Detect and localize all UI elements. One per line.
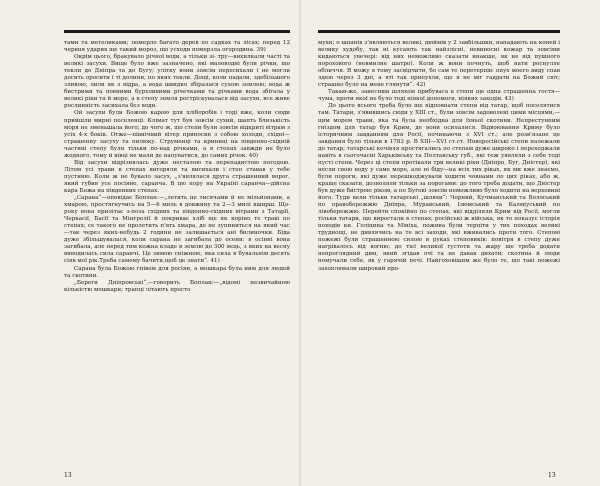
right-page-text <box>318 40 560 470</box>
paragraph: тами та метеликами; померло багато дерев по садках та лісах; перед 12 червня ударив ще такий мороз, що усходи померзла огородина. 39) <box>64 40 290 54</box>
paragraph: До цього всього треба було ще відповнати степи від татар, щоб поселятися там. Татари, з'явившись сюди у ХІІІ ст., були зовсім задоволені цими місцями,—цим морем трави, яка та була необхідна для їхньої скотини. Непрестунпим гніздом для татар був Крим, де вони осилалися. Відвоювання Криму було історичним завданням для Росії, починаючи з XVI ст.; але розв'язане це завдання було тільки в 1783 р. В XIII—XVI ст.ст. Новоросійські степи належали до татар; татарські кочівля простягались по степам дуже широко і переходжали навіть в сьогочасні Харьківську та Полтавську губ., які теж уявляли з себе тоді пусті степи. Через ці степи протікали три великі ріки (Дніпро, Буг, Дністер), які несли свою воду у саме море, але ні біду—на всіх тих ріках, як ми вже знаємо, були пороги, які дуже перешкоджували ходити човнами по цих ріках, або ж, краще сказати, дозволяли тільки за порогами: до того треба додати, що Дністер був дуже бистрою ріком, а по Бугові зовсім неможливо було ходити на верховині його. Туди вели тільки татарські „шляхи“: Чорний, Кучманський та Волоський по правобережжю Дніпра, Муравський, Ізюмський та Калміуський по лівобережжю. Перейти спокійно по степах, які відділяли Крим від Росії, могли тільки татари, що виростали в степах; російські ж війська, як то показує історія походів кн. Голіцина та Мініха, пожива були терпіти у тих походах великі труднощі, не дивлячись на те всі заходи, які вживались проти того. Степові пожежі були страшенною силою в руках степовиків: повітря в степу дуже нагрівалось від вогню; до тієї великої густоти та жару ще треба додати непроглядний дим, який згідав очі та не давав дихати; скотина й люди помучали себе, як у гарячій печі. Найгоховішим же було те, що такі пожежі захоплювали широкий про- <box>318 103 560 272</box>
paragraph: „Береги Дніпровські“,—говорить Боплан:—„відомі незвичайною кількістю мошкари; трапці літають просто <box>64 279 290 293</box>
page-number-left: 13 <box>64 472 72 479</box>
left-page-text <box>64 40 290 470</box>
paragraph: мухи; о шпанів з'являються великі, дюймів у 2 завбільшки, нападають на коней і велику худобу, так ні кусають так найзлісні, невиносні кожар та зовсіми кидаються увечері: від них неможливо сказати инакше, як не від пушного порохового (невмилне шатро). Коли ж вони почнуть, щоб нати роснулле обличчя. Я можу я тому засвідчити, бо сам те перетерпів: опух моего виду спав лдею через 3 дні, а яті так припухли, що я не міг гаддати на Божий світ; страшно було на мене глянути“. 42) <box>318 40 560 89</box>
paragraph: Сарана була Божою гнівом для росіян, а мошкара була ним для людей та скотини. <box>64 265 290 279</box>
paragraph: Від засухи відрізнялась дуже несталою та перепадистою погодою. Літом усі трави в степах вигоряли та висихали і степ ставав у тебе пустиню. Коли ж не бувало засух, „з'являлася друга страшенний ворог, який губив усе посіяне, саранча. В цю пору на Україні саранча—дійсна кара Божа на південних степах. <box>64 159 290 194</box>
paragraph: Такам-же, занесним шляхом прибуваса в степи ще одна страшенна гостя—чума, проти якої не було тоді ніякої допомоги, ніяких заходів. 43) <box>318 89 560 103</box>
right-page <box>300 0 600 486</box>
paragraph: Ой засухи були Божою карою для хліборобів і тоді вже, коли сюди прийшли мирні поселенці. Клімат тут був зовсім сухий, шапть близькість моря не зменьшала його; до чого ж, що степи були зовсім відкриті вітрам з усіх 4-х боків. Отже—північний вітер приносив з собою холоди, східні—страшенну засуху та пилюку. Струменці та криниці на південно-східній частині степу були тільки по-над річками, а в степах завжди не було жодного, тому й вівці не мали де напуватися, до самих річок. 40) <box>64 110 290 159</box>
page-number-right: 13 <box>548 472 556 479</box>
paragraph: „Сарана“—оповідає Боплан:—„летить не тисячами й не мільйонами, а хмарою, простягнучись на 5—6 миль в довжину та 2—3 милі вширш. Що-року вона прилітає з-поза східних та південно-східних вітрами з Татарії, Черкасії, Басії та Мінгрелії й покриває хліб ще як коріно те траві по степах; се такого не пролетить п'ять хмара, де не зупиниться на який час—так через яких-небудь 2 години не залишається ані билиночки. Біда дуже збільшувалася, коли сарана не загибала до осени: в осінні вона загибала, але перед тим кожна кладе в землю до 300 яєць, з яких на весну виводилась сила саранчі. Це зимою сніжною, яка сила в бувальнім десять сіяв мої рік.Треба самому бачити,щоб це знати“. 41) <box>64 195 290 265</box>
paragraph: Окрім цього, бракувало річної води, а тільки зі- тру—вихилкали часті та великі засухи. Вище було вже зазначено, які маловодні були річки, що текли до Дніпра та до Бугу; улітку вони зовсім пересихали і не могли досить оросити і ті долини, по яких текли. Дощі, коли падали, здебільшого зливою, лили як з відра, а вода швидко збіралася сухою землею; вода ж бистрими та повними бурхливими річечками та річками вода збігала у великі ріки та й море, а в степу земля ростріскувалася від засухи, все живе рослинність засихала без води. <box>64 54 290 110</box>
